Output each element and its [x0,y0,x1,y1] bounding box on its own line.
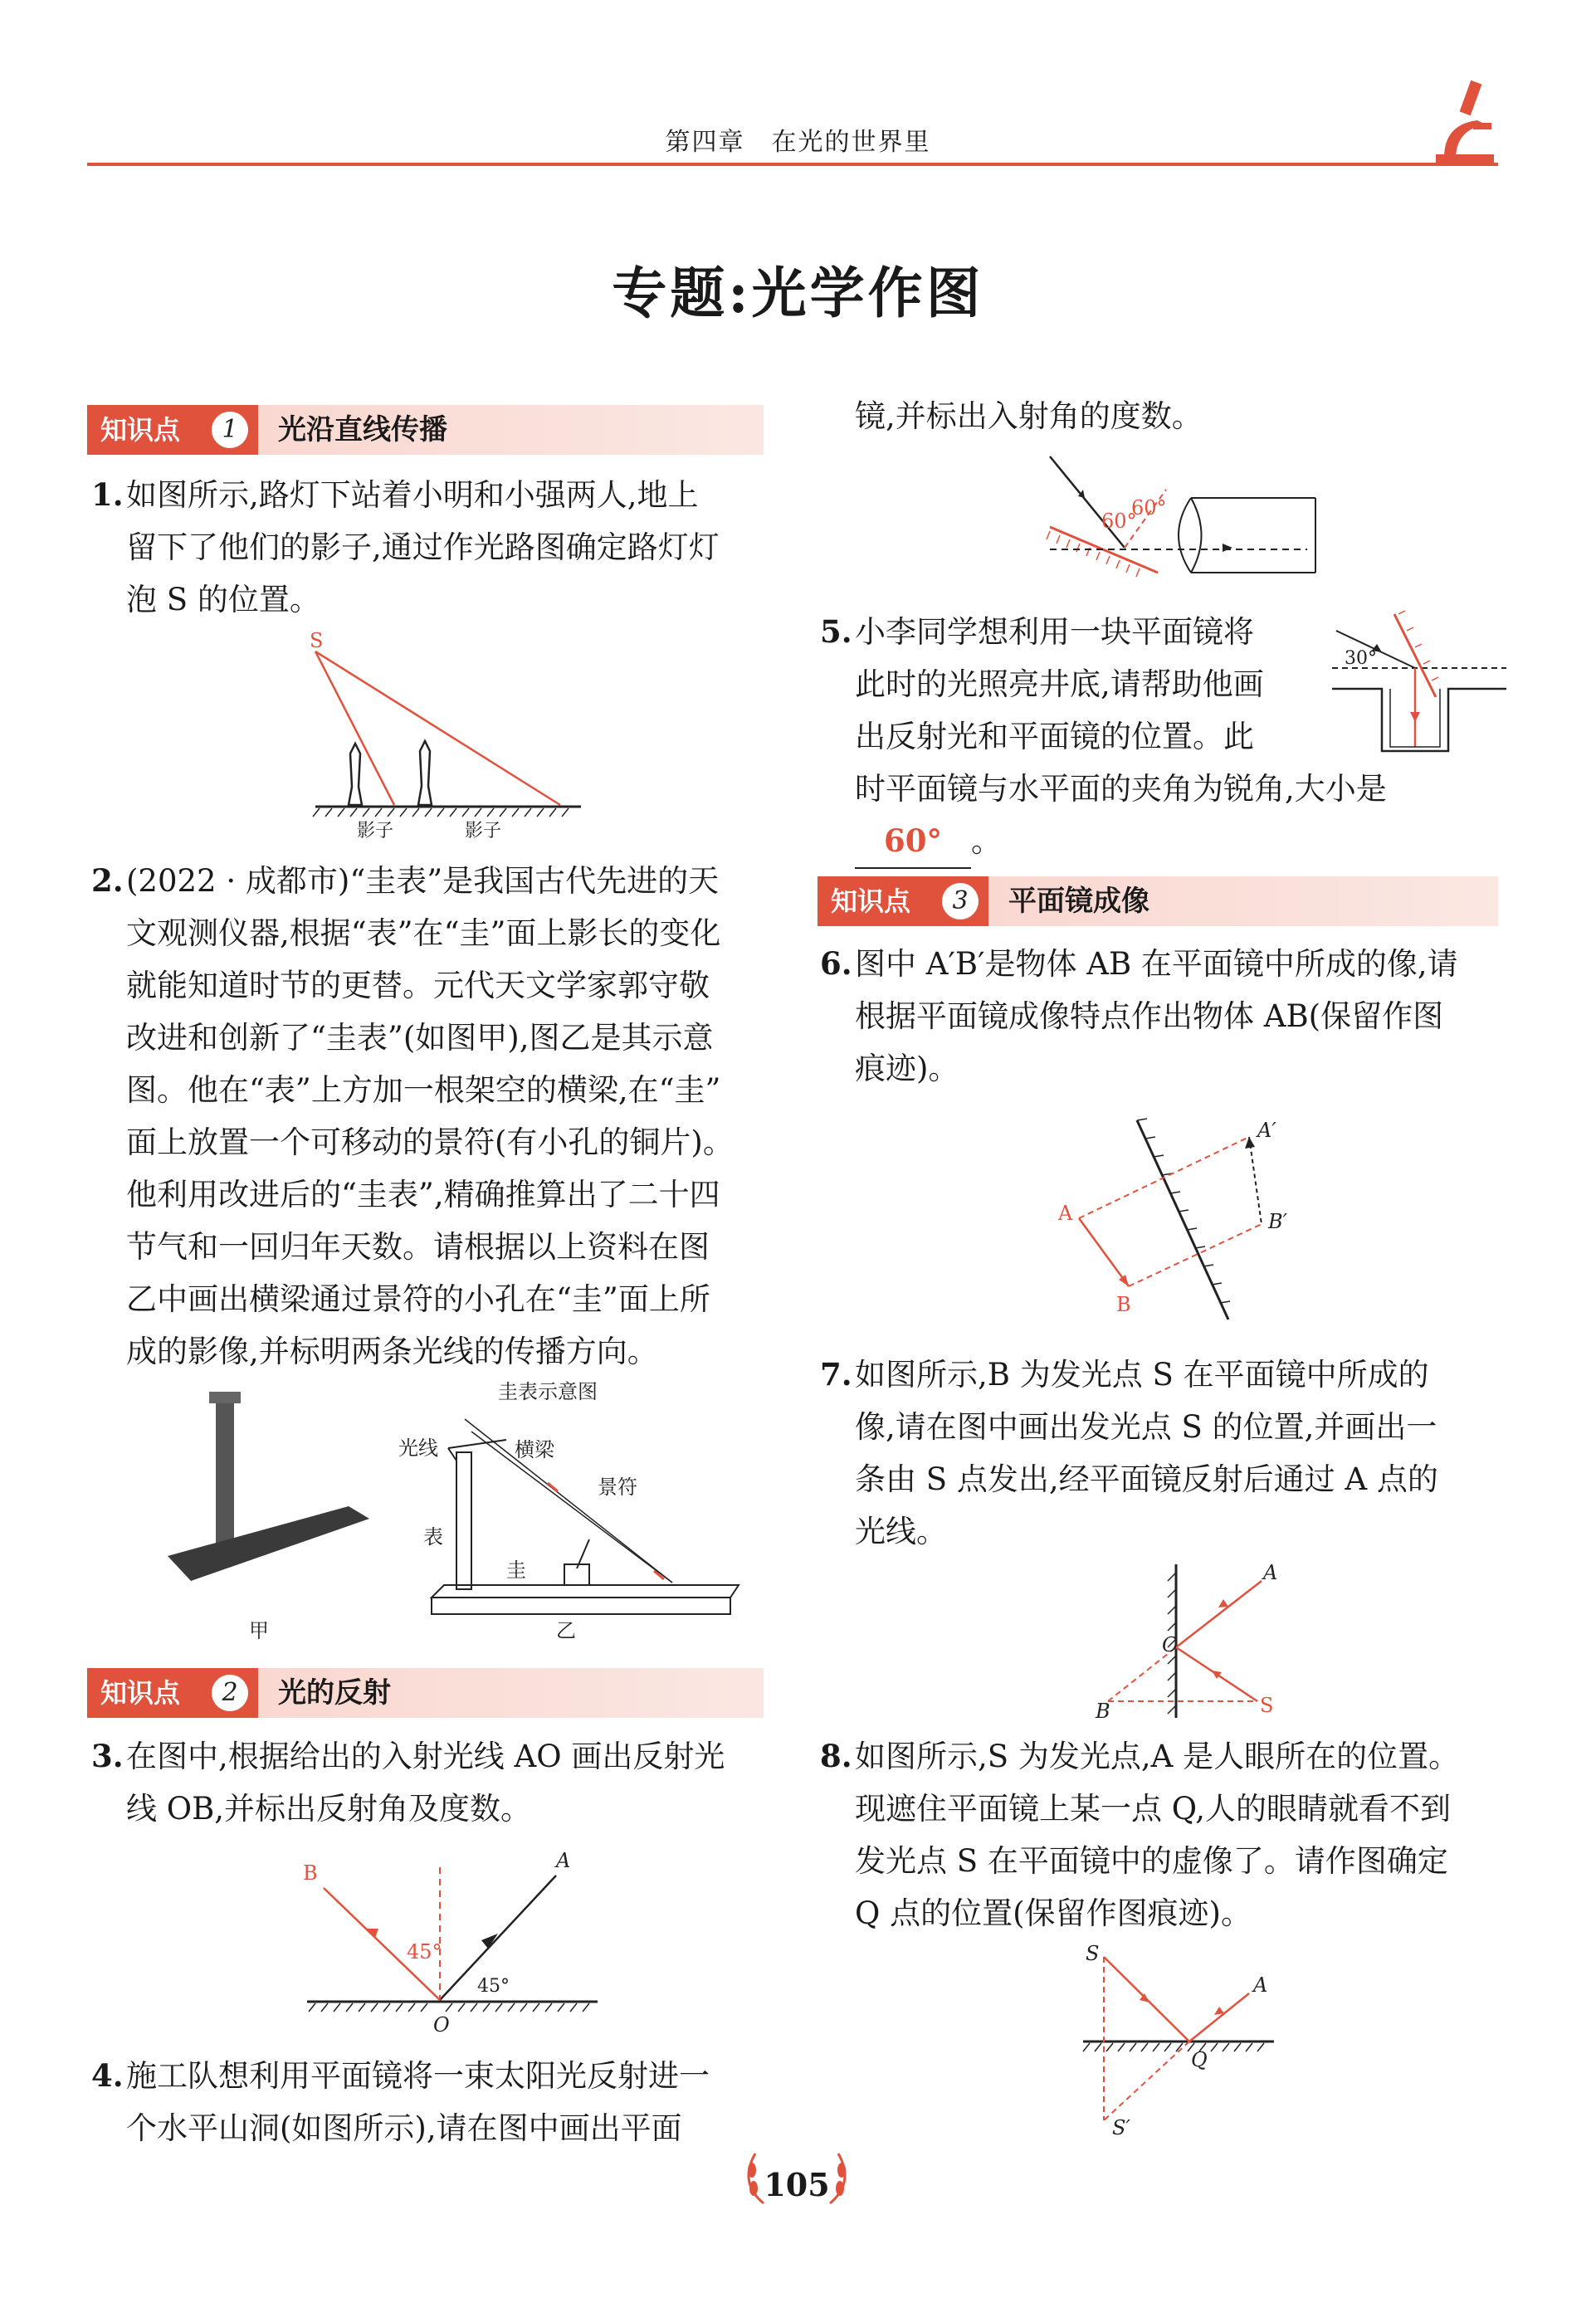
figure-4-cave [1042,448,1324,581]
svg-text:景符: 景符 [598,1476,637,1499]
svg-text:影子: 影子 [465,821,502,841]
svg-text:横梁: 横梁 [515,1438,554,1461]
question-5: 5. 小李同学想利用一块平面镜将 此时的光照亮井底,请帮助他画 出反射光和平面镜的位置。此 时平面镜与水平面的夹角为锐角,大小是 60° 。 [855,606,1511,869]
page-number: 105 [764,2166,830,2203]
svg-text:甲: 甲 [249,1619,269,1642]
svg-text:B: B [1096,1700,1110,1723]
svg-text:B: B [303,1861,318,1885]
svg-text:45°: 45° [477,1976,510,1997]
svg-text:S′: S′ [1112,2116,1130,2139]
section-tag: 知识点 [818,876,988,926]
figure-8-virtual-image [1083,1942,1282,2137]
fig1-label-s: S [310,629,324,652]
question-1: 1. 如图所示,路灯下站着小明和小强两人,地上 留下了他们的影子,通过作光路图确定路灯灯 泡 S 的位置。 [91,476,720,617]
section-name: 光的反射 [278,1676,391,1710]
microscope-icon [1428,75,1502,166]
section-tag: 知识点 [87,405,258,455]
svg-text:S: S [1086,1942,1100,1965]
svg-text:60°: 60° [1131,496,1167,520]
section-name: 平面镜成像 [1008,885,1149,918]
svg-text:30°: 30° [1345,648,1377,669]
section-tag: 知识点 [87,1668,258,1718]
header-rule [87,163,1498,166]
figure-6-mirror-image [1054,1112,1295,1328]
svg-text:圭: 圭 [506,1559,526,1582]
figure-7-mirror [1087,1561,1295,1723]
question-6: 6. 图中 A′B′是物体 AB 在平面镜中所成的像,请 根据平面镜成像特点作出物体 AB(保留作图 痕迹)。 [820,945,1458,1086]
svg-text:圭表示意图: 圭表示意图 [498,1380,598,1403]
svg-text:O: O [1162,1633,1179,1656]
svg-text:A: A [1253,1973,1268,1997]
section-number: 3 [942,883,979,920]
question-2: 2. (2022 · 成都市)“圭表”是我国古代先进的天 文观测仪器,根据“表”在“圭”面上影长的变化 就能知道时节的更替。元代天文学家郭守敬 改进和创新了“圭表”(如图甲),图乙是其示意 图。他在“表”上方加一根架空的横梁,在“圭” 面上放置一个可移动的景符(有小孔的铜片)。 他利用改进后的“圭表”,精确推算出了二十四 节气和一回归年天数。请根据以上资料在图 乙中画出横梁通过景符的小孔在“圭”面上所 成的影像,并标明两条光线的传播方向。 [91,862,734,1369]
svg-text:A: A [1058,1202,1073,1225]
svg-text:乙: 乙 [556,1619,576,1642]
question-8: 8. 如图所示,S 为发光点,A 是人眼所在的位置。 现遮住平面镜上某一点 Q,人的眼睛就看不到 发光点 S 在平面镜中的虚像了。请作图确定 Q 点的位置(保留作图痕迹)。 [820,1738,1460,1931]
svg-text:60°: 60° [1101,510,1137,533]
svg-text:45°: 45° [407,1940,442,1963]
question-3: 3. 在图中,根据给出的入射光线 AO 画出反射光 线 OB,并标出反射角及度数。 [91,1738,725,1827]
section-header-3 [818,876,1498,926]
svg-text:影子: 影子 [357,821,394,841]
svg-text:Q: Q [1191,2048,1208,2071]
page-title: 专题:光学作图 [612,261,984,325]
svg-text:A: A [1263,1561,1278,1584]
svg-text:S: S [1260,1694,1274,1717]
svg-text:B: B [1116,1293,1131,1316]
section-header-2 [87,1668,764,1718]
figure-1-streetlight [307,631,589,846]
answer-blank: 60° [855,815,971,869]
question-7: 7. 如图所示,B 为发光点 S 在平面镜中所成的 像,请在图中画出发光点 S 的位置,并画出一 条由 S 点发出,经平面镜反射后通过 A 点的 光线。 [820,1356,1438,1549]
svg-text:B′: B′ [1268,1210,1288,1233]
figure-5-well [1332,614,1511,759]
section-number: 1 [212,412,248,448]
svg-text:表: 表 [423,1525,443,1549]
section-number: 2 [212,1675,248,1711]
figure-2-guibiao [158,1373,755,1656]
section-header-1 [87,405,764,455]
svg-text:A′: A′ [1257,1119,1276,1142]
svg-text:O: O [433,2013,450,2037]
chapter-header: 第四章 在光的世界里 [665,128,931,157]
section-name: 光沿直线传播 [278,413,447,446]
svg-text:A: A [556,1849,571,1872]
question-4: 4. 施工队想利用平面镜将一束太阳光反射进一 个水平山洞(如图所示),请在图中画出平面 [91,2057,710,2146]
question-4-continued: 镜,并标出入射角的度数。 [855,398,1203,434]
svg-text:光线: 光线 [398,1437,438,1460]
figure-3-reflection [299,1842,614,2042]
